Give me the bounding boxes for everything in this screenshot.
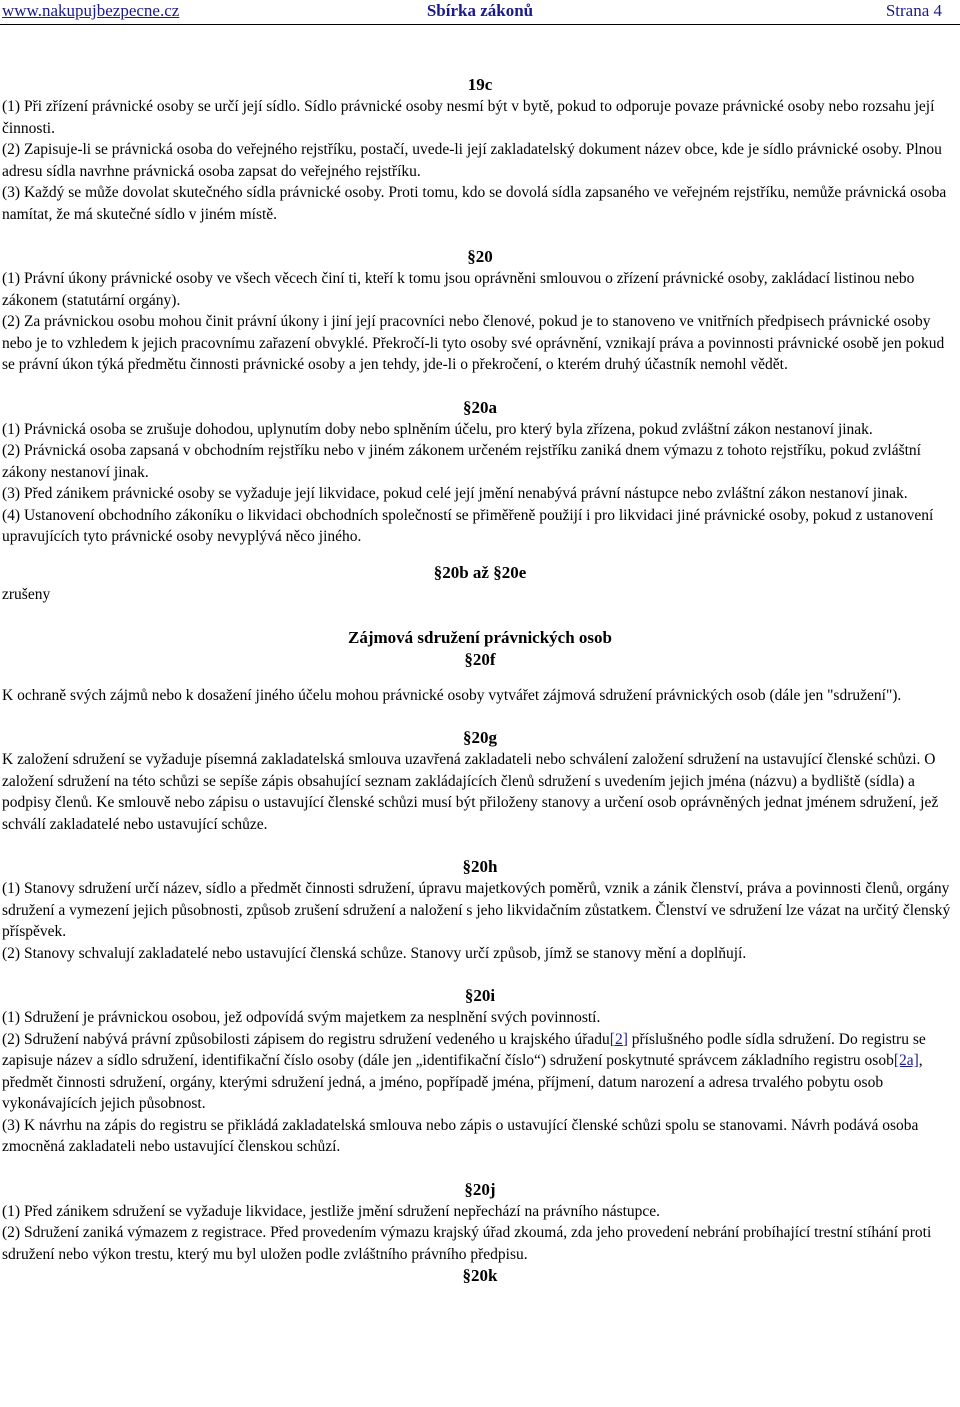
paragraph: (1) Sdružení je právnickou osobou, jež odpovídá svým majetkem za nesplnění svých povinností.: [2, 1009, 601, 1026]
repealed-note: zrušeny: [2, 585, 51, 603]
document-body: [2, 74, 958, 1287]
paragraph: (3) Každý se může dovolat skutečného sídla právnické osoby. Proti tomu, kdo se dovolá sídla zapsaného ve veřejném rejstříku, nemůže právnická osoba namítat, že má skutečné sídlo v jiném místě.: [2, 184, 947, 223]
section-heading-20j: §20j: [464, 1179, 496, 1199]
paragraph: (2) Stanovy schvalují zakladatelé nebo ustavující členská schůze. Stanovy určí způsob, jímž se stanovy mění a doplňují.: [2, 944, 747, 962]
page-header: [0, 0, 960, 25]
paragraph: (1) Právnická osoba se zrušuje dohodou, uplynutím doby nebo splněním účelu, pro který byla zřízena, pokud zvláštní zákon nestanoví jinak.: [2, 420, 873, 438]
paragraph: (1) Stanovy sdružení určí název, sídlo a předmět činnosti sdružení, úpravu majetkových poměrů, vznik a zánik členství, práva a povinnosti členů, orgány sdružení a vymezení jejich působnosti, způsob zrušení sdružení a naložení s jeho likvidačním zůstatkem. Členství ve sdružení lze vázat na určitý členský příspěvek.: [2, 880, 951, 940]
section-heading-20k: §20k: [462, 1266, 498, 1285]
paragraph-text: příslušného podle sídla sdružení. Do registru se zapisuje název a sídlo sdružení, identifikační číslo osoby (dále jen „identifikační číslo“) sdružení poskytnuté správcem základního registru osob: [2, 1030, 926, 1069]
footnote-link[interactable]: [2a]: [893, 1052, 919, 1069]
section-heading-20f: §20f: [464, 649, 496, 669]
paragraph: (2) Právnická osoba zapsaná v obchodním rejstříku nebo v jiném zákonem určeném rejstříku zaniká dnem výmazu z tohoto rejstříku, pokud zvláštní zákony nestanoví jinak.: [2, 442, 921, 481]
paragraph: (1) Před zánikem sdružení se vyžaduje likvidace, jestliže jmění sdružení nepřechází na právního nástupce.: [2, 1202, 661, 1220]
paragraph: (2) Za právnickou osobu mohou činit právní úkony i jiní její pracovníci nebo členové, pokud je to stanoveno ve vnitřních předpisech právnické osoby nebo je to vzhledem k jejich pracovnímu zařazení obvyklé. Překročí-li tyto osoby své oprávnění, vznikají práva a povinnosti právnické osobě jen pokud se právní úkon týká předmětu činnosti právnické osoby a jen tehdy, jde-li o překročení, o kterém druhý účastník nemohl vědět.: [2, 313, 945, 373]
paragraph: (1) Právní úkony právnické osoby ve všech věcech činí ti, kteří k tomu jsou oprávněni smlouvou o zřízení právnické osoby, zakládací listinou nebo zákonem (statutární orgány).: [2, 270, 915, 309]
repealed-sections: [2, 562, 958, 606]
section-heading-20h: §20h: [462, 857, 498, 876]
paragraph: (2) Zapisuje-li se právnická osoba do veřejného rejstříku, postačí, uvede-li její zakladatelský dokument název obce, kde je sídlo právnické osoby. Plnou adresu sídla navrhne právnická osoba zapsat do veřejného rejstříku.: [2, 141, 942, 180]
section-heading-20g: §20g: [463, 728, 497, 747]
collection-title: Sbírka zákonů: [426, 1, 534, 20]
section-heading-19c: 19c: [467, 75, 493, 94]
paragraph: (4) Ustanovení obchodního zákoníku o likvidaci obchodních společností se přiměřeně použijí i pro likvidaci jiné právnické osoby, pokud z ustanovení upravujících tyto právnické osoby nevyplývá něco jiného.: [2, 506, 934, 545]
paragraph: (3) K návrhu na zápis do registru se přikládá zakladatelská smlouva nebo zápis o ustavující členské schůzi spolu se stanovami. Návrh podává osoba zmocněná zakladateli nebo ustavující členskou schůzí.: [2, 1116, 919, 1155]
paragraph: K založení sdružení se vyžaduje písemná zakladatelská smlouva uzavřená zakladateli nebo schválení založení sdružení na ustavující členské schůzi. O založení sdružení na této schůzi se sepíše zápis obsahující seznam zakládajících členů sdružení s uvedením jejich jména (názvu) a bydliště (sídla) a podpisy členů. Ke smlouvě nebo zápisu o ustavující členské schůzi musí být přiloženy stanovy a určení osob oprávněných jednat jménem sdružení, jež schválí zakladatelé nebo ustavující schůze.: [2, 751, 939, 833]
paragraph-text: , předmět činnosti sdružení, orgány, kterými sdružení jedná, a jméno, popřípadě jména, příjmení, datum narození a adresa trvalého pobytu osob vykonávajících jejich působnost.: [2, 1052, 923, 1112]
page-number: Strana 4: [885, 1, 942, 20]
site-link[interactable]: www.nakupujbezpecne.cz: [2, 1, 180, 20]
paragraph: K ochraně svých zájmů nebo k dosažení jiného účelu mohou právnické osoby vytvářet zájmová sdružení právnických osob (dále jen "sdružení").: [2, 686, 902, 704]
section-heading-20: §20: [467, 247, 493, 266]
section-heading-20b-20e: §20b až §20e: [433, 562, 527, 582]
section-heading-20a: §20a: [463, 397, 497, 417]
footnote-link[interactable]: [2]: [609, 1030, 628, 1048]
section-heading-20i: §20i: [464, 986, 496, 1005]
paragraph: (3) Před zánikem právnické osoby se vyžaduje její likvidace, pokud celé její jmění nenabývá právní nástupce nebo zvláštní zákon nestanoví jinak.: [2, 485, 908, 502]
paragraph: (1) Při zřízení právnické osoby se určí její sídlo. Sídlo právnické osoby nesmí být v bytě, pokud to odporuje povaze právnické osoby nebo rozsahu její činnosti.: [2, 98, 935, 137]
paragraph-text: (2) Sdružení nabývá právní způsobilosti zápisem do registru sdružení vedeného u krajského úřadu: [2, 1030, 610, 1048]
paragraph: [2, 1029, 958, 1115]
paragraph: (2) Sdružení zaniká výmazem z registrace. Před provedením výmazu krajský úřad zkoumá, zda jeho provedení nebrání probíhající trestní stíhání proti sdružení nebo výkon trestu, který mu byl uložen podle zvláštního právního předpisu.: [2, 1224, 932, 1263]
part-title: Zájmová sdružení právnických osob: [348, 627, 612, 647]
